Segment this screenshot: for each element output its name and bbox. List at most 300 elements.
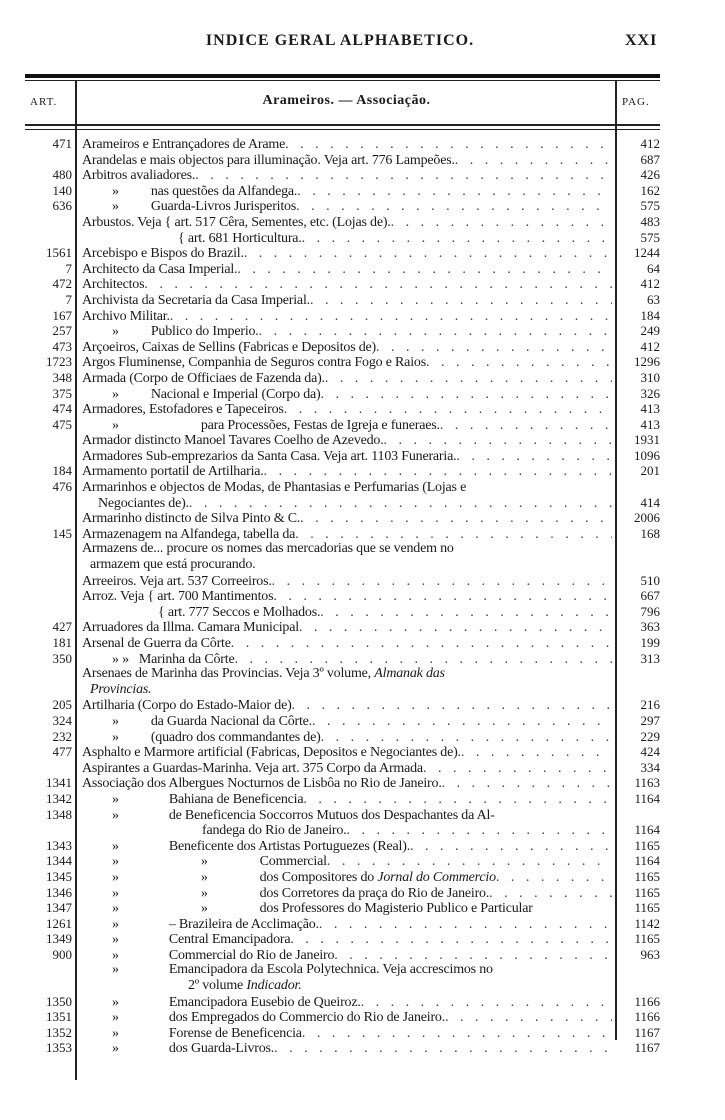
index-entry-row xyxy=(25,978,665,994)
article-number: 375 xyxy=(52,385,72,401)
entry-text xyxy=(78,153,612,169)
index-entry-row xyxy=(25,760,665,776)
entry-label xyxy=(151,199,296,215)
text-segment: Associação dos Albergues Nocturnos de Lisbôa no Rio de Janeiro. xyxy=(82,776,442,792)
dot-leader xyxy=(319,917,612,933)
index-entry-row xyxy=(25,604,665,620)
entry-label xyxy=(169,1041,274,1057)
dot-leader xyxy=(346,823,612,839)
dot-leader xyxy=(300,511,612,527)
article-number: 1342 xyxy=(46,790,72,806)
entry-label xyxy=(169,995,361,1011)
page-number: 216 xyxy=(640,697,660,713)
page-number: 313 xyxy=(640,650,660,666)
dot-leader xyxy=(303,792,612,808)
text-segment: Commercial xyxy=(259,854,327,870)
index-entry-row xyxy=(25,962,665,978)
page-running-title: INDICE GERAL ALPHABETICO. xyxy=(205,32,475,49)
article-number: 900 xyxy=(52,946,72,962)
entry-label xyxy=(82,277,144,293)
text-segment: Architecto da Casa Imperial. xyxy=(82,261,238,277)
article-number: 475 xyxy=(52,416,72,432)
entry-label xyxy=(82,527,295,543)
entry-text xyxy=(78,324,612,340)
index-entry-row xyxy=(25,931,665,947)
dot-leader xyxy=(496,870,612,886)
ditto-mark: » xyxy=(200,885,208,901)
page-number: 575 xyxy=(640,198,660,214)
entry-text xyxy=(78,231,612,247)
dot-leader xyxy=(321,387,612,403)
index-entry-row xyxy=(25,853,665,869)
text-segment: 2º volume xyxy=(188,978,247,994)
text-segment: (quadro dos commandantes de) xyxy=(150,729,321,745)
text-segment: { art. 681 Horticultura. xyxy=(178,230,302,246)
page-number: 426 xyxy=(640,167,660,183)
entry-text xyxy=(78,1010,612,1026)
dot-leader xyxy=(295,527,612,543)
index-entry-row xyxy=(25,463,665,479)
text-segment: dos Compositores do xyxy=(259,869,378,885)
page-number: 414 xyxy=(640,494,660,510)
text-segment: Arcebispo e Bispos do Brazil. xyxy=(82,246,244,262)
entry-text xyxy=(78,480,612,496)
index-entry-row xyxy=(25,354,665,370)
page-number: 1296 xyxy=(634,354,660,370)
text-segment: Arroz. Veja { art. 700 Mantimentos xyxy=(82,589,274,605)
text-segment: Archivista da Secretaria da Casa Imperial. xyxy=(82,292,310,308)
top-thin-rule xyxy=(25,80,660,81)
entry-label xyxy=(82,511,300,527)
page-number: 1164 xyxy=(634,853,660,869)
article-number: 1341 xyxy=(46,775,72,791)
entry-text xyxy=(78,387,612,403)
entry-label xyxy=(178,231,302,247)
page-number: 424 xyxy=(640,744,660,760)
entry-label xyxy=(82,262,237,278)
article-number: 232 xyxy=(52,728,72,744)
entry-text xyxy=(78,527,612,543)
index-entry-row xyxy=(25,526,665,542)
ditto-mark: » xyxy=(112,962,119,978)
text-segment: Armarinho distincto de Silva Pinto & C. xyxy=(82,511,301,527)
page-number: 162 xyxy=(640,182,660,198)
entry-text xyxy=(78,870,612,886)
dot-leader xyxy=(384,433,612,449)
dot-leader xyxy=(144,277,612,293)
dot-leader xyxy=(189,496,612,512)
text-segment: Aspirantes a Guardas-Marinha. Veja art. 375 Corpo da Armada xyxy=(82,760,423,776)
page-number: 63 xyxy=(647,291,660,307)
entry-label xyxy=(151,184,297,200)
entry-text xyxy=(78,792,612,808)
ditto-mark: » xyxy=(112,838,119,854)
index-entry-row xyxy=(25,401,665,417)
entry-label xyxy=(82,745,461,761)
ditto-mark: » xyxy=(112,729,119,745)
ditto-mark: » xyxy=(112,869,119,885)
text-segment: Armada (Corpo de Officiaes de Fazenda da). xyxy=(82,370,325,386)
article-number: 167 xyxy=(52,307,72,323)
entry-text xyxy=(78,745,612,761)
index-entry-row xyxy=(25,791,665,807)
ditto-mark: » xyxy=(112,713,119,729)
dot-leader xyxy=(272,574,612,590)
entry-label xyxy=(82,402,284,418)
top-heavy-rule xyxy=(25,74,660,78)
entry-label xyxy=(260,886,490,902)
header-bottom-rule-2 xyxy=(25,129,660,130)
italic-title: Almanak das xyxy=(374,666,445,682)
dot-leader xyxy=(391,215,612,231)
index-entry-row xyxy=(25,339,665,355)
entry-text xyxy=(78,698,612,714)
entry-label xyxy=(82,620,299,636)
article-number: 1561 xyxy=(46,245,72,261)
ditto-mark: » xyxy=(112,417,119,433)
entry-label xyxy=(169,917,319,933)
index-entry-row xyxy=(25,947,665,963)
page-number: 1166 xyxy=(634,1009,660,1025)
page-number: 796 xyxy=(640,603,660,619)
text-segment: Archivo Militar. xyxy=(82,308,170,324)
entry-label xyxy=(82,636,231,652)
entry-label xyxy=(151,387,321,403)
entry-text xyxy=(78,557,612,573)
index-entry-row xyxy=(25,822,665,838)
page-number: 326 xyxy=(640,385,660,401)
entry-label xyxy=(82,246,244,262)
entry-label xyxy=(82,449,456,465)
entry-text xyxy=(78,199,612,215)
index-entry-row xyxy=(25,167,665,183)
page-number: 334 xyxy=(640,759,660,775)
index-entry-row xyxy=(25,261,665,277)
dot-leader xyxy=(302,231,612,247)
dot-leader xyxy=(320,605,612,621)
text-segment: Publico do Imperio. xyxy=(150,324,259,340)
entry-label xyxy=(82,698,292,714)
index-entry-row xyxy=(25,807,665,823)
text-segment: Armazenagem na Alfandega, tabella da xyxy=(82,526,296,542)
entry-label xyxy=(82,215,391,231)
text-segment: Arçoeiros, Caixas de Sellins (Fabricas e Depositos de) xyxy=(82,339,377,355)
ditto-mark: » xyxy=(112,885,119,901)
ditto-mark: » xyxy=(112,791,119,807)
ditto-mark: » xyxy=(112,932,119,948)
dot-leader xyxy=(426,355,612,371)
text-segment: Armadores Sub-emprezarios da Santa Casa. Veja art. 1103 Funeraria. xyxy=(82,448,457,464)
page-number: 963 xyxy=(640,946,660,962)
entry-text xyxy=(78,714,612,730)
text-segment: dos Corretores da praça do Rio de Janeiro. xyxy=(259,885,490,901)
text-segment: nas questões da Alfandega. xyxy=(150,183,298,199)
entry-label xyxy=(169,932,291,948)
dot-leader xyxy=(234,652,612,668)
entry-label xyxy=(82,776,442,792)
text-segment: Armarinhos e objectos de Modas, de Phantasias e Perfumarias (Lojas e xyxy=(82,480,467,496)
article-number: 427 xyxy=(52,619,72,635)
entry-text xyxy=(78,340,612,356)
entry-text xyxy=(78,995,612,1011)
index-entry-row xyxy=(25,635,665,651)
dot-leader xyxy=(296,199,612,215)
ditto-mark: » xyxy=(112,1025,119,1041)
dot-leader xyxy=(423,761,612,777)
article-number: 7 xyxy=(65,291,72,307)
entry-text xyxy=(78,355,612,371)
entry-label xyxy=(169,1026,302,1042)
index-entry-row xyxy=(25,510,665,526)
entry-text xyxy=(78,886,612,902)
text-segment: de Beneficencia Soccorros Mutuos dos Despachantes da Al- xyxy=(168,807,495,823)
entry-label xyxy=(260,901,533,917)
index-entry-row xyxy=(25,541,665,557)
page-number: 1165 xyxy=(634,837,660,853)
page-number: 64 xyxy=(647,260,660,276)
dot-leader xyxy=(440,418,612,434)
index-entry-row xyxy=(25,432,665,448)
dot-leader xyxy=(489,886,612,902)
index-entry-row xyxy=(25,417,665,433)
entry-label xyxy=(151,714,312,730)
index-entry-row xyxy=(25,994,665,1010)
column-header-pag: PAG. xyxy=(622,96,650,108)
dot-leader xyxy=(290,932,612,948)
entry-label xyxy=(82,433,384,449)
dot-leader xyxy=(231,636,612,652)
text-segment: Armador distincto Manoel Tavares Coelho de Azevedo. xyxy=(82,433,384,449)
entry-text xyxy=(78,418,612,434)
entry-text xyxy=(78,666,612,682)
article-number: 1346 xyxy=(46,884,72,900)
page-number: 199 xyxy=(640,635,660,650)
dot-leader xyxy=(376,340,612,356)
article-number: 476 xyxy=(52,479,72,495)
entry-label xyxy=(169,808,495,824)
entry-label xyxy=(169,1010,445,1026)
entry-text xyxy=(78,433,612,449)
index-entry-row xyxy=(25,479,665,495)
article-number: 471 xyxy=(52,136,72,151)
article-number: 145 xyxy=(52,525,72,541)
dot-leader xyxy=(361,995,612,1011)
header-bottom-rule xyxy=(25,124,660,126)
page-number: 687 xyxy=(640,151,660,167)
index-entry-row xyxy=(25,495,665,511)
text-segment: Arruadores da Illma. Camara Municipal xyxy=(82,620,299,636)
article-number: 257 xyxy=(52,323,72,339)
ditto-mark: » xyxy=(112,199,119,215)
text-segment: dos Empregados do Commercio do Rio de Janeiro. xyxy=(168,1010,446,1026)
text-segment: Architectos xyxy=(82,277,145,293)
ditto-mark: » xyxy=(112,324,119,340)
entry-label xyxy=(82,355,426,371)
index-entry-row xyxy=(25,386,665,402)
entry-text xyxy=(78,854,612,870)
entry-label xyxy=(98,496,189,512)
article-number: 205 xyxy=(52,697,72,713)
entry-text xyxy=(78,808,612,824)
index-entry-row xyxy=(25,729,665,745)
page-number: 1165 xyxy=(634,884,660,900)
index-entry-row xyxy=(25,885,665,901)
index-entry-row xyxy=(25,697,665,713)
entry-text xyxy=(78,932,612,948)
index-entry-row xyxy=(25,1040,665,1056)
entry-label xyxy=(139,652,235,668)
page-number: 168 xyxy=(640,525,660,541)
ditto-mark: » xyxy=(200,901,208,917)
text-segment: armazem que está procurando. xyxy=(90,557,256,573)
text-segment: Armamento portatil de Artilharia. xyxy=(82,464,264,480)
index-entry-row xyxy=(25,775,665,791)
entry-label xyxy=(260,854,327,870)
index-entry-row xyxy=(25,448,665,464)
ditto-mark: » xyxy=(112,807,119,823)
dot-leader xyxy=(445,1010,612,1026)
article-number: 181 xyxy=(52,635,72,650)
page-number: 1165 xyxy=(634,900,660,916)
page-number: 363 xyxy=(640,619,660,635)
page-number: 412 xyxy=(640,276,660,292)
entry-label xyxy=(169,839,410,855)
entry-text xyxy=(78,605,612,621)
index-entry-row xyxy=(25,619,665,635)
entry-text xyxy=(78,901,612,917)
entry-text xyxy=(78,215,612,231)
index-entry-row xyxy=(25,666,665,682)
entry-label xyxy=(90,557,255,573)
entry-text xyxy=(78,574,612,590)
dot-leader xyxy=(264,464,612,480)
index-table xyxy=(25,136,665,1056)
entry-label xyxy=(82,480,466,496)
entry-text xyxy=(78,1041,612,1057)
entry-label xyxy=(169,792,304,808)
column-header-section: Arameiros. — Associação. xyxy=(262,93,431,108)
entry-label xyxy=(158,605,320,621)
page-number: 575 xyxy=(640,229,660,245)
text-segment: Arandelas e mais objectos para illuminação. Veja art. 776 Lampeões. xyxy=(82,152,455,168)
entry-text xyxy=(78,262,612,278)
dot-leader xyxy=(312,714,612,730)
dot-leader xyxy=(285,137,612,153)
ditto-mark: » xyxy=(112,916,119,932)
entry-label xyxy=(82,464,264,480)
page-number: 1164 xyxy=(634,822,660,838)
index-entry-row xyxy=(25,308,665,324)
page-number: 1931 xyxy=(634,432,660,448)
entry-text xyxy=(78,449,612,465)
entry-text xyxy=(78,168,612,184)
index-entry-row xyxy=(25,916,665,932)
index-entry-row xyxy=(25,744,665,760)
entry-text xyxy=(78,184,612,200)
text-segment: Bahiana de Beneficencia xyxy=(168,791,304,807)
entry-text xyxy=(78,636,612,652)
ditto-mark: » xyxy=(112,994,119,1010)
dot-leader xyxy=(284,402,612,418)
entry-text xyxy=(78,589,612,605)
entry-label xyxy=(201,418,440,434)
entry-label xyxy=(82,293,310,309)
text-segment: Asphalto e Marmore artificial (Fabricas, Depositos e Negociantes de). xyxy=(82,745,461,761)
italic-title: Indicador. xyxy=(246,978,302,994)
page-number: 1167 xyxy=(634,1024,660,1040)
article-number: 1351 xyxy=(46,1009,72,1025)
entry-label xyxy=(82,340,376,356)
entry-text xyxy=(78,496,612,512)
entry-label xyxy=(202,823,346,839)
entry-label xyxy=(82,761,423,777)
index-entry-row xyxy=(25,370,665,386)
ditto-mark: » xyxy=(200,869,208,885)
ditto-mark: » xyxy=(112,1041,119,1057)
article-number: 1348 xyxy=(46,806,72,822)
article-number: 7 xyxy=(65,260,72,276)
text-segment: Negociantes de). xyxy=(98,495,189,511)
entry-label xyxy=(82,371,325,387)
index-entry-row xyxy=(25,682,665,698)
entry-text xyxy=(78,277,612,293)
entry-text xyxy=(78,652,612,668)
text-segment: dos Guarda-Livros. xyxy=(168,1041,275,1057)
text-segment: Guarda-Livros Jurisperitos xyxy=(150,199,297,215)
entry-label xyxy=(82,153,455,169)
dot-leader xyxy=(442,776,612,792)
dot-leader xyxy=(237,262,612,278)
dot-leader xyxy=(195,168,612,184)
text-segment: dos Professores do Magisterio Publico e Particular xyxy=(259,901,533,917)
page-number: 297 xyxy=(640,712,660,728)
text-segment: Commercial do Rio de Janeiro xyxy=(168,947,335,963)
page-number: 1165 xyxy=(634,931,660,947)
ditto-mark: » xyxy=(112,947,119,963)
italic-title: Provincias. xyxy=(90,681,152,697)
index-entry-row xyxy=(25,152,665,168)
entry-text xyxy=(78,962,612,978)
index-entry-row xyxy=(25,323,665,339)
entry-label xyxy=(82,309,170,325)
index-entry-row xyxy=(25,276,665,292)
article-number: 1345 xyxy=(46,868,72,884)
article-number: 1261 xyxy=(46,915,72,931)
text-segment: Armadores, Estofadores e Tapeceiros xyxy=(82,402,284,418)
article-number: 1344 xyxy=(46,853,72,869)
page-number: 310 xyxy=(640,369,660,385)
index-entry-row xyxy=(25,838,665,854)
page-number: 413 xyxy=(640,416,660,432)
article-number: 1347 xyxy=(46,900,72,916)
index-entry-row xyxy=(25,183,665,199)
dot-leader xyxy=(410,839,612,855)
page-number: 1164 xyxy=(634,790,660,806)
ditto-mark: » xyxy=(112,386,119,402)
page-number: 413 xyxy=(640,401,660,417)
entry-text xyxy=(78,1026,612,1042)
entry-text xyxy=(78,730,612,746)
page-number: 249 xyxy=(640,323,660,339)
entry-label xyxy=(90,682,151,698)
entry-label xyxy=(151,730,321,746)
dot-leader xyxy=(274,1041,612,1057)
ditto-mark: » xyxy=(200,854,208,870)
entry-label xyxy=(82,137,285,153)
page-number: 1142 xyxy=(634,915,660,931)
index-entry-row xyxy=(25,588,665,604)
entry-label xyxy=(82,589,273,605)
